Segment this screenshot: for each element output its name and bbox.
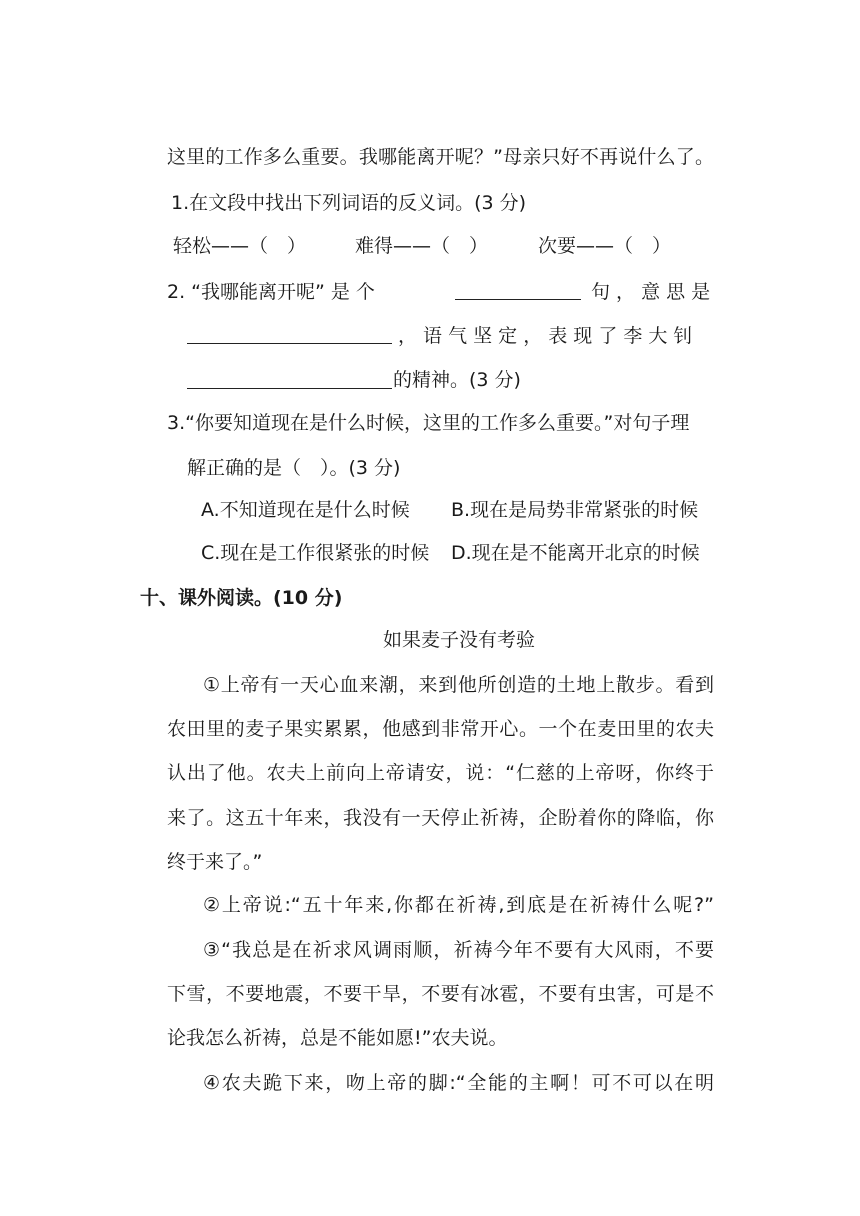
section-heading: 十、课外阅读。(10 分) [140, 587, 343, 609]
passage-line: 农田里的麦子果实累累，他感到非常开心。一个在麦田里的农夫 [167, 718, 714, 740]
passage-line: ④农夫跪下来，吻上帝的脚:“全能的主啊！可不可以在明 [203, 1072, 714, 1094]
q2-line1-part-a: 2. “我哪能离开呢” 是 个 [167, 281, 375, 303]
passage-line: ②上帝说:“五十年来,你都在祈祷,到底是在祈祷什么呢?” [203, 894, 714, 916]
q1-prompt: 1.在文段中找出下列词语的反义词。(3 分) [171, 192, 527, 214]
intro-line: 这里的工作多么重要。我哪能离开呢？”母亲只好不再说什么了。 [167, 146, 714, 168]
passage-line: ③“我总是在祈求风调雨顺，祈祷今年不要有大风雨，不要 [203, 939, 714, 961]
passage-line: 来了。这五十年来，我没有一天停止祈祷，企盼着你的降临，你 [167, 807, 714, 829]
q3-option-c: C.现在是工作很紧张的时候 [201, 542, 430, 564]
q2-answer-blank-1[interactable] [455, 283, 581, 300]
q2-line3-part-b: 的精神。(3 分) [393, 369, 521, 391]
q3-option-b: B.现在是局势非常紧张的时候 [451, 499, 699, 521]
q3-line1: 3.“你要知道现在是什么时候，这里的工作多么重要。”对句子理 [167, 412, 690, 434]
q2-line2-part-b: ， 语 气 坚 定 ， 表 现 了 李 大 钊 [398, 325, 693, 347]
q2-line1-part-b: 句 ， 意 思 是 [591, 281, 711, 303]
q3-line2: 解正确的是（ ）。(3 分) [187, 457, 401, 479]
passage-title: 如果麦子没有考验 [383, 629, 536, 651]
passage-line: 论我怎么祈祷，总是不能如愿!”农夫说。 [167, 1027, 508, 1049]
q3-option-d: D.现在是不能离开北京的时候 [451, 542, 700, 564]
q1-item-1: 轻松——（ ） [173, 235, 307, 257]
passage-line: 下雪，不要地震，不要干旱，不要有冰雹，不要有虫害，可是不 [167, 983, 714, 1005]
q1-item-3: 次要——（ ） [538, 235, 672, 257]
q1-item-2: 难得——（ ） [355, 235, 489, 257]
q2-answer-blank-2[interactable] [187, 327, 392, 344]
passage-line: 认出了他。农夫上前向上帝请安，说：“仁慈的上帝呀，你终于 [167, 762, 714, 784]
q2-answer-blank-3[interactable] [187, 372, 392, 389]
passage-line: ①上帝有一天心血来潮，来到他所创造的土地上散步。看到 [203, 674, 714, 696]
passage-line: 终于来了。” [167, 851, 263, 873]
q3-option-a: A.不知道现在是什么时候 [201, 499, 410, 521]
